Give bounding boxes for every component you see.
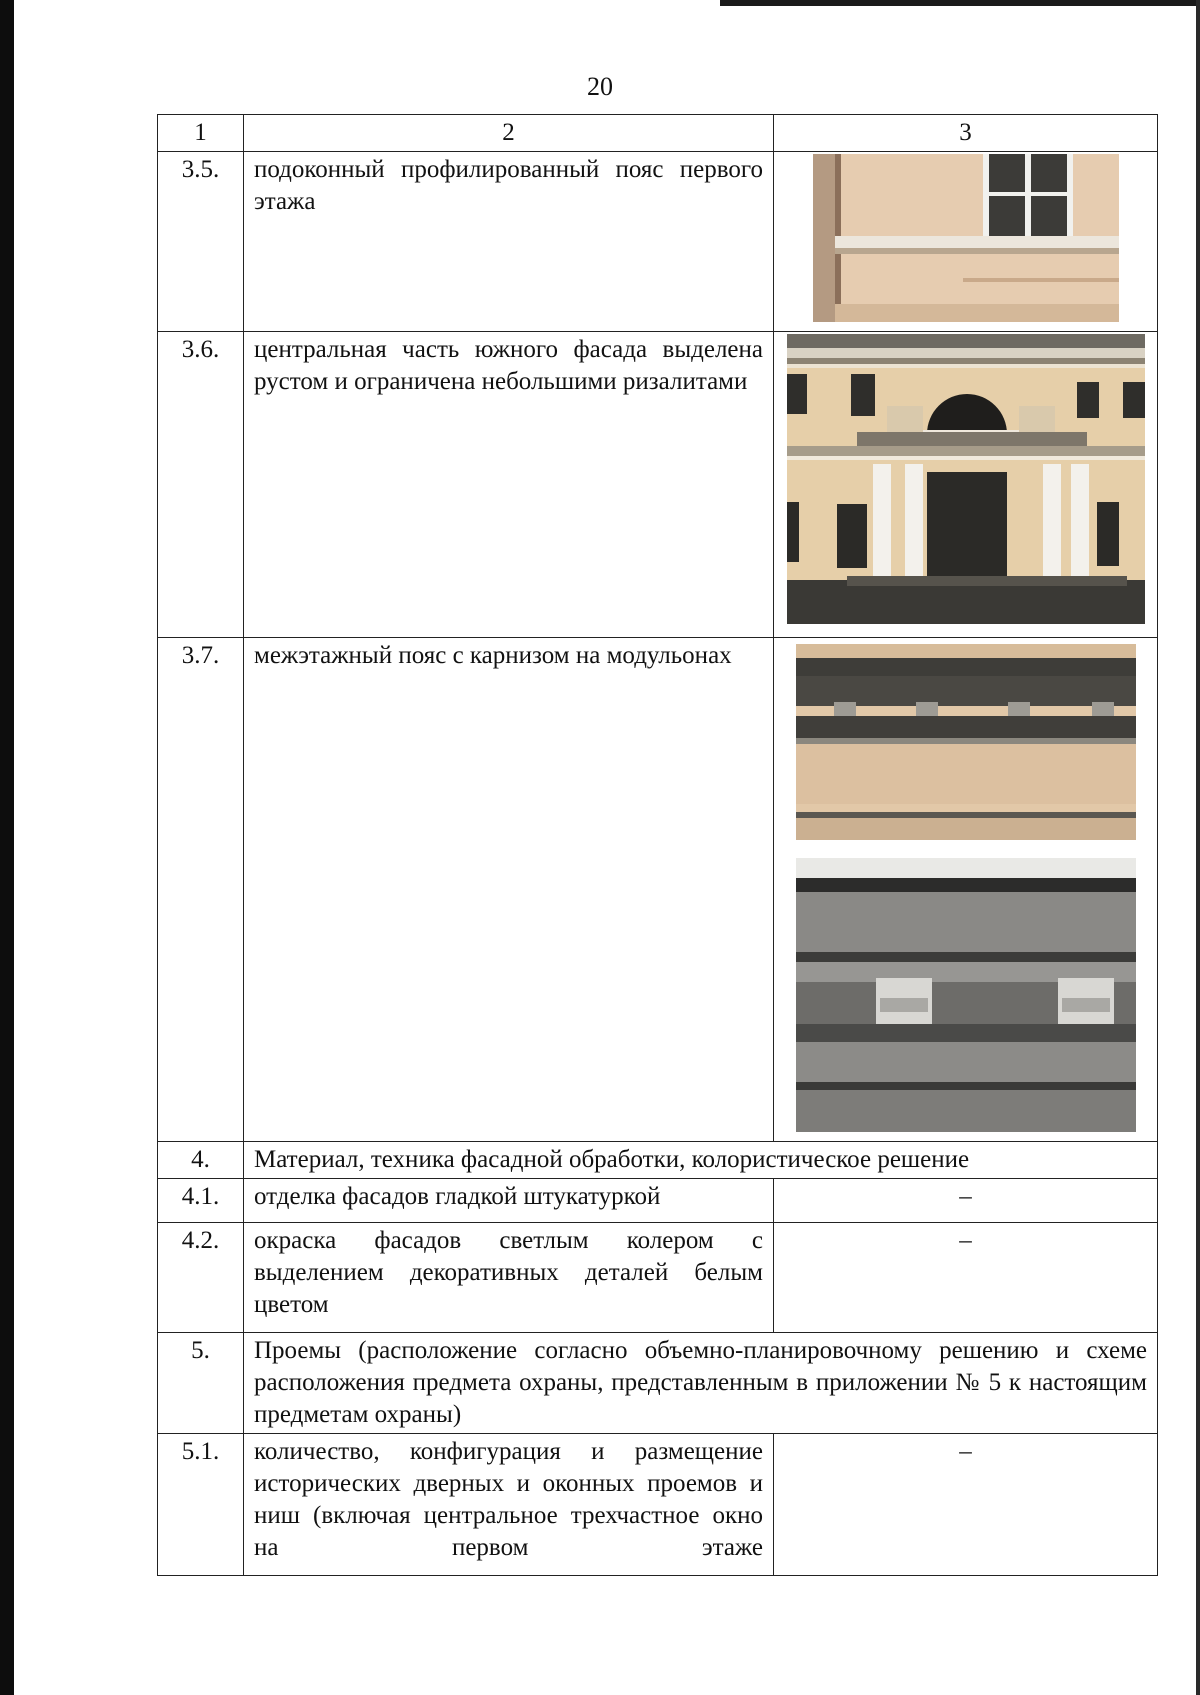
row-section-heading: Материал, техника фасадной обработки, колористическое решение — [244, 1142, 1158, 1179]
row-photo-placeholder: – — [774, 1179, 1158, 1223]
row-description: количество, конфигурация и размещение исторических дверных и оконных проемов и ниш (включая центральное трехчастное окно на первом этаже — [244, 1434, 774, 1576]
row-description: окраска фасадов светлым колером с выделением декоративных деталей белым цветом — [244, 1223, 774, 1333]
row-number: 3.5. — [158, 152, 244, 332]
table-row — [158, 1179, 1158, 1223]
table-row — [158, 1142, 1158, 1179]
row-description: подоконный профилированный пояс первого этажа — [244, 152, 774, 332]
row-photo-placeholder: – — [774, 1223, 1158, 1333]
table-row — [158, 152, 1158, 332]
photo-south-facade-center — [787, 334, 1145, 624]
row-number: 4.1. — [158, 1179, 244, 1223]
row-description: центральная часть южного фасада выделена рустом и ограничена небольшими ризалитами — [244, 332, 774, 638]
row-number: 4.2. — [158, 1223, 244, 1333]
header-col-2: 2 — [244, 115, 774, 152]
row-description: отделка фасадов гладкой штукатуркой — [244, 1179, 774, 1223]
photo-first-floor-sill-belt — [813, 154, 1119, 322]
row-number: 4. — [158, 1142, 244, 1179]
row-photo-cell — [774, 332, 1158, 638]
protection-subject-table — [157, 114, 1158, 1576]
photo-interfloor-cornice — [796, 644, 1136, 840]
row-description: межэтажный пояс с карнизом на модульонах — [244, 638, 774, 1142]
photo-cornice-modillions-closeup — [796, 858, 1136, 1132]
row-section-heading: Проемы (расположение согласно объемно-планировочному решению и схеме расположения предмета охраны, представленным в приложении № 5 к настоящим предметам охраны) — [244, 1333, 1158, 1434]
row-number: 3.7. — [158, 638, 244, 1142]
table-header-row — [158, 115, 1158, 152]
row-photo-cell — [774, 638, 1158, 1142]
row-photo-cell — [774, 152, 1158, 332]
scan-edge-right — [1196, 0, 1200, 1695]
table-row — [158, 332, 1158, 638]
header-col-3: 3 — [774, 115, 1158, 152]
row-number: 5. — [158, 1333, 244, 1434]
row-number: 3.6. — [158, 332, 244, 638]
scan-edge-top — [720, 0, 1200, 6]
page-number: 20 — [587, 72, 613, 101]
table-row — [158, 1223, 1158, 1333]
table-row — [158, 1333, 1158, 1434]
row-number: 5.1. — [158, 1434, 244, 1576]
table-row — [158, 1434, 1158, 1576]
header-col-1: 1 — [158, 115, 244, 152]
table-row — [158, 638, 1158, 1142]
scan-edge-left — [0, 0, 14, 1695]
row-photo-placeholder: – — [774, 1434, 1158, 1576]
